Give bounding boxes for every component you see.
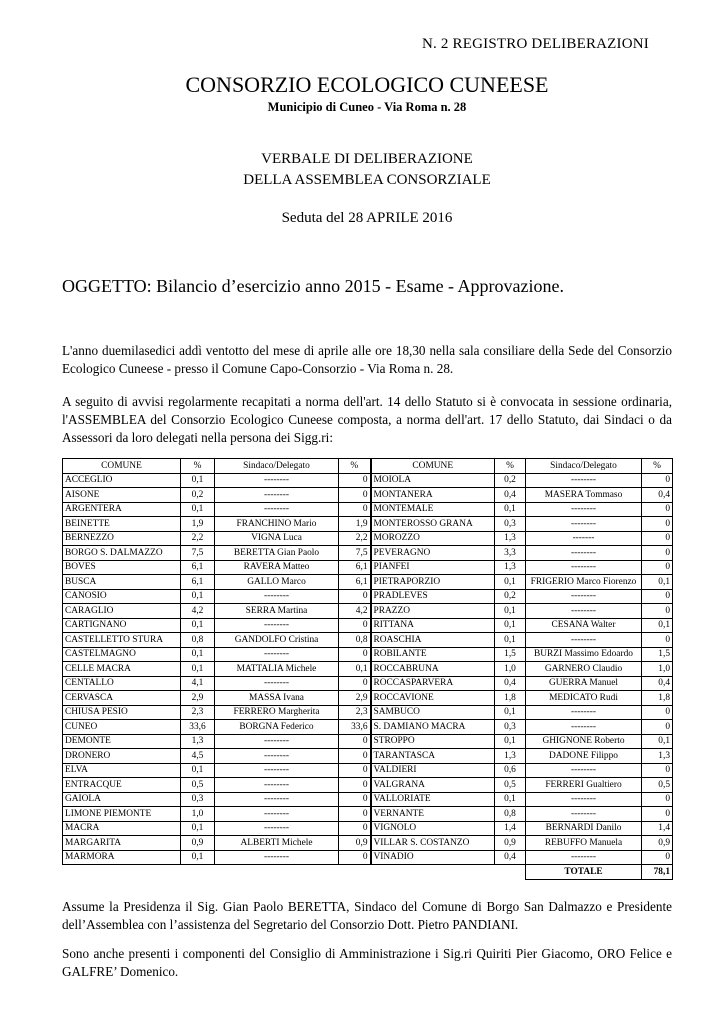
total-row xyxy=(63,865,673,880)
table-row xyxy=(63,546,673,561)
delegate-cell: -------- xyxy=(526,517,642,532)
delegate-quota-cell: 0 xyxy=(642,517,673,532)
delegate-quota-cell: 0 xyxy=(339,502,371,517)
comune-cell: ROCCABRUNA xyxy=(371,662,495,677)
comune-cell: MONTEROSSO GRANA xyxy=(371,517,495,532)
header-pct-left: % xyxy=(181,459,215,474)
delegate-cell: BERNARDI Danilo xyxy=(526,821,642,836)
header-delegate-pct-left: % xyxy=(339,459,371,474)
header-comune-left: COMUNE xyxy=(63,459,181,474)
comune-cell: ROCCAVIONE xyxy=(371,691,495,706)
delegate-cell: -------- xyxy=(215,821,339,836)
delegate-cell: SERRA Martina xyxy=(215,604,339,619)
total-label: TOTALE xyxy=(526,865,642,880)
delegate-quota-cell: 0 xyxy=(339,676,371,691)
comune-cell: TARANTASCA xyxy=(371,749,495,764)
quota-cell: 0,1 xyxy=(495,633,526,648)
delegate-cell: ------- xyxy=(526,531,642,546)
delegate-cell: MEDICATO Rudi xyxy=(526,691,642,706)
delegate-cell: -------- xyxy=(526,807,642,822)
delegate-quota-cell: 0 xyxy=(339,618,371,633)
subject-line: OGGETTO: Bilancio d’esercizio anno 2015 - Esame - Approvazione. xyxy=(62,276,565,296)
table-row xyxy=(63,850,673,865)
delegate-quota-cell: 0,1 xyxy=(642,618,673,633)
delegate-quota-cell: 0,5 xyxy=(642,778,673,793)
quota-cell: 0,1 xyxy=(495,575,526,590)
delegate-quota-cell: 0 xyxy=(339,749,371,764)
delegate-cell: -------- xyxy=(526,560,642,575)
delegate-cell: FERRERO Margherita xyxy=(215,705,339,720)
quota-cell: 0,1 xyxy=(181,502,215,517)
table-row xyxy=(63,720,673,735)
quota-cell: 6,1 xyxy=(181,560,215,575)
delegate-quota-cell: 33,6 xyxy=(339,720,371,735)
comune-cell: CARAGLIO xyxy=(63,604,181,619)
delegate-cell: GUERRA Manuel xyxy=(526,676,642,691)
table-row xyxy=(63,488,673,503)
delegate-quota-cell: 0 xyxy=(642,807,673,822)
comune-cell: PRADLEVES xyxy=(371,589,495,604)
delegate-quota-cell: 0 xyxy=(642,604,673,619)
quota-cell: 2,2 xyxy=(181,531,215,546)
registry-number: N. 2 REGISTRO DELIBERAZIONI xyxy=(421,36,649,52)
table-row xyxy=(63,604,673,619)
table-row xyxy=(63,473,673,488)
delegate-quota-cell: 0,1 xyxy=(642,734,673,749)
delegate-quota-cell: 0 xyxy=(642,473,673,488)
table-row xyxy=(63,763,673,778)
table-header-row xyxy=(63,459,673,474)
delegate-cell: GARNERO Claudio xyxy=(526,662,642,677)
quota-cell: 0,8 xyxy=(495,807,526,822)
comune-cell: CARTIGNANO xyxy=(63,618,181,633)
quota-cell: 0,3 xyxy=(495,517,526,532)
comune-cell: STROPPO xyxy=(371,734,495,749)
delegate-cell: -------- xyxy=(526,589,642,604)
delegate-quota-cell: 0 xyxy=(339,473,371,488)
comune-cell: RITTANA xyxy=(371,618,495,633)
delegate-quota-cell: 1,0 xyxy=(642,662,673,677)
quota-cell: 6,1 xyxy=(181,575,215,590)
delegate-cell: -------- xyxy=(526,850,642,865)
quota-cell: 0,1 xyxy=(181,589,215,604)
delegate-cell: -------- xyxy=(526,604,642,619)
delegate-cell: MASSA Ivana xyxy=(215,691,339,706)
comune-cell: VALDIERI xyxy=(371,763,495,778)
quota-cell: 1,5 xyxy=(495,647,526,662)
delegate-quota-cell: 0 xyxy=(339,589,371,604)
delegate-cell: VIGNA Luca xyxy=(215,531,339,546)
comune-cell: MOIOLA xyxy=(371,473,495,488)
quota-cell: 0,1 xyxy=(181,763,215,778)
comune-cell: AISONE xyxy=(63,488,181,503)
quota-cell: 0,2 xyxy=(495,473,526,488)
delegate-cell: -------- xyxy=(526,792,642,807)
delegate-cell: RAVERA Matteo xyxy=(215,560,339,575)
delegate-cell: -------- xyxy=(215,807,339,822)
delegate-cell: GHIGNONE Roberto xyxy=(526,734,642,749)
total-value: 78,1 xyxy=(642,865,673,880)
table-row xyxy=(63,633,673,648)
comune-cell: CANOSIO xyxy=(63,589,181,604)
table-row xyxy=(63,792,673,807)
quota-cell: 0,1 xyxy=(181,473,215,488)
delegate-quota-cell: 1,3 xyxy=(642,749,673,764)
table-row xyxy=(63,778,673,793)
quota-cell: 0,1 xyxy=(181,662,215,677)
table-row xyxy=(63,575,673,590)
table-row xyxy=(63,734,673,749)
quota-cell: 0,3 xyxy=(181,792,215,807)
comune-cell: MARMORA xyxy=(63,850,181,865)
table-row xyxy=(63,836,673,851)
quota-cell: 1,8 xyxy=(495,691,526,706)
delegate-quota-cell: 0 xyxy=(642,792,673,807)
quota-cell: 0,1 xyxy=(181,821,215,836)
minutes-title-line2: DELLA ASSEMBLEA CONSORZIALE xyxy=(243,172,491,188)
table-row xyxy=(63,691,673,706)
table-row xyxy=(63,502,673,517)
delegate-cell: -------- xyxy=(215,473,339,488)
comune-cell: LIMONE PIEMONTE xyxy=(63,807,181,822)
delegate-cell: GANDOLFO Cristina xyxy=(215,633,339,648)
quota-cell: 0,1 xyxy=(495,705,526,720)
quota-cell: 3,3 xyxy=(495,546,526,561)
header-delegate-left: Sindaco/Delegato xyxy=(215,459,339,474)
delegate-quota-cell: 0 xyxy=(642,502,673,517)
delegate-cell: -------- xyxy=(215,589,339,604)
quota-cell: 0,3 xyxy=(495,720,526,735)
delegate-cell: REBUFFO Manuela xyxy=(526,836,642,851)
table-row xyxy=(63,560,673,575)
comune-cell: MONTEMALE xyxy=(371,502,495,517)
comune-cell: CASTELLETTO STURA xyxy=(63,633,181,648)
opening-paragraph: L'anno duemilasedici addì ventotto del mese di aprile alle ore 18,30 nella sala consiliare della Sede del Consorzio Ecologico Cuneese - presso il Comune Capo-Consorzio - Via Roma n. 28. xyxy=(62,343,672,376)
delegate-cell: FRIGERIO Marco Fiorenzo xyxy=(526,575,642,590)
delegate-quota-cell: 1,5 xyxy=(642,647,673,662)
table-row xyxy=(63,749,673,764)
quota-cell: 0,8 xyxy=(181,633,215,648)
quota-cell: 2,3 xyxy=(181,705,215,720)
convocation-paragraph: A seguito di avvisi regolarmente recapitati a norma dell'art. 14 dello Statuto si è convocata in sessione ordinaria, l'ASSEMBLEA del Consorzio Ecologico Cuneese composta, a norma dell'art. 17 dello Statuto, dai Sindaci o da Assessori da loro delegati nella persona dei Sigg.ri: xyxy=(62,394,672,445)
quota-cell: 0,6 xyxy=(495,763,526,778)
delegate-quota-cell: 0 xyxy=(339,792,371,807)
delegate-cell: BERETTA Gian Paolo xyxy=(215,546,339,561)
header-delegate-pct-right: % xyxy=(642,459,673,474)
comune-cell: DRONERO xyxy=(63,749,181,764)
comune-cell: CHIUSA PESIO xyxy=(63,705,181,720)
comune-cell: MOROZZO xyxy=(371,531,495,546)
quota-cell: 1,9 xyxy=(181,517,215,532)
delegate-quota-cell: 0,1 xyxy=(339,662,371,677)
comune-cell: BEINETTE xyxy=(63,517,181,532)
delegate-cell: GALLO Marco xyxy=(215,575,339,590)
delegate-cell: -------- xyxy=(215,763,339,778)
comune-cell: VINADIO xyxy=(371,850,495,865)
comune-cell: PIANFEI xyxy=(371,560,495,575)
delegate-cell: FRANCHINO Mario xyxy=(215,517,339,532)
delegate-quota-cell: 0,1 xyxy=(642,575,673,590)
comune-cell: ROASCHIA xyxy=(371,633,495,648)
comune-cell: CENTALLO xyxy=(63,676,181,691)
quota-cell: 0,1 xyxy=(495,792,526,807)
quota-cell: 0,4 xyxy=(495,488,526,503)
delegate-cell: -------- xyxy=(215,618,339,633)
delegate-quota-cell: 0 xyxy=(642,633,673,648)
header-comune-right: COMUNE xyxy=(371,459,495,474)
delegate-quota-cell: 0 xyxy=(642,560,673,575)
delegate-cell: ALBERTI Michele xyxy=(215,836,339,851)
delegate-cell: BURZI Massimo Edoardo xyxy=(526,647,642,662)
delegate-quota-cell: 0 xyxy=(642,850,673,865)
quota-cell: 0,1 xyxy=(495,734,526,749)
header-delegate-right: Sindaco/Delegato xyxy=(526,459,642,474)
delegate-quota-cell: 2,3 xyxy=(339,705,371,720)
delegate-cell: -------- xyxy=(215,778,339,793)
table-row xyxy=(63,589,673,604)
quota-cell: 0,1 xyxy=(181,618,215,633)
comune-cell: CELLE MACRA xyxy=(63,662,181,677)
quota-cell: 0,2 xyxy=(495,589,526,604)
delegate-quota-cell: 0 xyxy=(642,705,673,720)
quota-cell: 0,1 xyxy=(495,618,526,633)
quota-cell: 0,1 xyxy=(181,647,215,662)
delegate-quota-cell: 1,8 xyxy=(642,691,673,706)
delegate-quota-cell: 0 xyxy=(339,778,371,793)
quota-cell: 2,9 xyxy=(181,691,215,706)
delegate-quota-cell: 0,4 xyxy=(642,676,673,691)
delegate-quota-cell: 0 xyxy=(642,763,673,778)
comune-cell: S. DAMIANO MACRA xyxy=(371,720,495,735)
comune-cell: BOVES xyxy=(63,560,181,575)
delegate-cell: -------- xyxy=(215,647,339,662)
delegate-quota-cell: 0 xyxy=(642,531,673,546)
table-row xyxy=(63,821,673,836)
comune-cell: BORGO S. DALMAZZO xyxy=(63,546,181,561)
delegate-cell: -------- xyxy=(526,502,642,517)
delegate-quota-cell: 1,4 xyxy=(642,821,673,836)
comune-cell: PRAZZO xyxy=(371,604,495,619)
quota-cell: 0,4 xyxy=(495,850,526,865)
delegate-cell: -------- xyxy=(215,488,339,503)
comune-cell: VALLORIATE xyxy=(371,792,495,807)
delegate-cell: -------- xyxy=(526,720,642,735)
table-row xyxy=(63,662,673,677)
delegate-cell: BORGNA Federico xyxy=(215,720,339,735)
comune-cell: ACCEGLIO xyxy=(63,473,181,488)
quota-cell: 0,4 xyxy=(495,676,526,691)
delegate-cell: MASERA Tommaso xyxy=(526,488,642,503)
delegate-cell: -------- xyxy=(215,792,339,807)
quota-cell: 0,9 xyxy=(495,836,526,851)
delegate-quota-cell: 0 xyxy=(339,734,371,749)
comune-cell: ELVA xyxy=(63,763,181,778)
comune-cell: MONTANERA xyxy=(371,488,495,503)
delegate-quota-cell: 7,5 xyxy=(339,546,371,561)
delegate-quota-cell: 0,9 xyxy=(642,836,673,851)
quota-cell: 0,1 xyxy=(181,850,215,865)
delegate-quota-cell: 0 xyxy=(339,647,371,662)
delegate-cell: -------- xyxy=(215,749,339,764)
comune-cell: GAIOLA xyxy=(63,792,181,807)
comune-cell: VERNANTE xyxy=(371,807,495,822)
quota-cell: 4,1 xyxy=(181,676,215,691)
delegate-cell: -------- xyxy=(526,633,642,648)
session-date: Seduta del 28 APRILE 2016 xyxy=(281,210,453,226)
delegate-cell: -------- xyxy=(215,734,339,749)
table-row xyxy=(63,807,673,822)
quota-cell: 0,2 xyxy=(181,488,215,503)
quota-cell: 0,1 xyxy=(495,604,526,619)
quota-cell: 1,3 xyxy=(495,560,526,575)
comune-cell: VALGRANA xyxy=(371,778,495,793)
quota-cell: 1,4 xyxy=(495,821,526,836)
delegate-quota-cell: 0 xyxy=(339,488,371,503)
delegate-quota-cell: 4,2 xyxy=(339,604,371,619)
delegate-cell: -------- xyxy=(526,473,642,488)
delegate-quota-cell: 0 xyxy=(642,589,673,604)
table-row xyxy=(63,618,673,633)
comune-cell: MARGARITA xyxy=(63,836,181,851)
comune-cell: MACRA xyxy=(63,821,181,836)
comune-cell: PIETRAPORZIO xyxy=(371,575,495,590)
delegate-cell: -------- xyxy=(526,763,642,778)
quota-cell: 4,2 xyxy=(181,604,215,619)
delegate-cell: MATTALIA Michele xyxy=(215,662,339,677)
delegate-quota-cell: 0,8 xyxy=(339,633,371,648)
delegate-quota-cell: 2,2 xyxy=(339,531,371,546)
organization-name: CONSORZIO ECOLOGICO CUNEESE xyxy=(185,72,549,97)
quota-cell: 7,5 xyxy=(181,546,215,561)
comune-cell: VILLAR S. COSTANZO xyxy=(371,836,495,851)
delegate-quota-cell: 0 xyxy=(339,850,371,865)
comune-cell: VIGNOLO xyxy=(371,821,495,836)
delegate-cell: -------- xyxy=(215,502,339,517)
quota-cell: 0,5 xyxy=(181,778,215,793)
delegate-quota-cell: 0,4 xyxy=(642,488,673,503)
comune-cell: CASTELMAGNO xyxy=(63,647,181,662)
delegate-cell: -------- xyxy=(215,676,339,691)
present-members-paragraph: Sono anche presenti i componenti del Consiglio di Amministrazione i Sig.ri Quiriti Pier Giacomo, ORO Felice e GALFRE’ Domenico. xyxy=(62,946,672,979)
delegate-quota-cell: 0 xyxy=(339,807,371,822)
comune-cell: ROCCASPARVERA xyxy=(371,676,495,691)
comune-cell: CUNEO xyxy=(63,720,181,735)
table-row xyxy=(63,647,673,662)
quota-cell: 1,0 xyxy=(181,807,215,822)
comune-cell: ENTRACQUE xyxy=(63,778,181,793)
comune-cell: BERNEZZO xyxy=(63,531,181,546)
quota-cell: 1,3 xyxy=(495,749,526,764)
comune-cell: ROBILANTE xyxy=(371,647,495,662)
comune-cell: CERVASCA xyxy=(63,691,181,706)
table-row xyxy=(63,705,673,720)
delegate-quota-cell: 6,1 xyxy=(339,560,371,575)
delegate-quota-cell: 0,9 xyxy=(339,836,371,851)
attendance-table xyxy=(62,458,673,880)
quota-cell: 1,3 xyxy=(495,531,526,546)
table-row xyxy=(63,676,673,691)
comune-cell: BUSCA xyxy=(63,575,181,590)
presidency-paragraph: Assume la Presidenza il Sig. Gian Paolo BERETTA, Sindaco del Comune di Borgo San Dalmazzo e Presidente dell’Assemblea con l’assistenza del Segretario del Consorzio Dott. Pietro PANDIANI. xyxy=(62,899,672,932)
delegate-quota-cell: 6,1 xyxy=(339,575,371,590)
quota-cell: 33,6 xyxy=(181,720,215,735)
delegate-cell: FERRERI Gualtiero xyxy=(526,778,642,793)
table-row xyxy=(63,517,673,532)
delegate-cell: -------- xyxy=(526,705,642,720)
quota-cell: 1,0 xyxy=(495,662,526,677)
delegate-cell: DADONE Filippo xyxy=(526,749,642,764)
comune-cell: ARGENTERA xyxy=(63,502,181,517)
delegate-cell: -------- xyxy=(215,850,339,865)
quota-cell: 0,5 xyxy=(495,778,526,793)
delegate-quota-cell: 0 xyxy=(642,720,673,735)
comune-cell: SAMBUCO xyxy=(371,705,495,720)
header-pct-right: % xyxy=(495,459,526,474)
minutes-title-line1: VERBALE DI DELIBERAZIONE xyxy=(261,151,473,167)
comune-cell: DEMONTE xyxy=(63,734,181,749)
delegate-quota-cell: 2,9 xyxy=(339,691,371,706)
quota-cell: 4,5 xyxy=(181,749,215,764)
delegate-quota-cell: 1,9 xyxy=(339,517,371,532)
quota-cell: 0,9 xyxy=(181,836,215,851)
quota-cell: 1,3 xyxy=(181,734,215,749)
delegate-quota-cell: 0 xyxy=(339,821,371,836)
quota-cell: 0,1 xyxy=(495,502,526,517)
delegate-quota-cell: 0 xyxy=(339,763,371,778)
delegate-quota-cell: 0 xyxy=(642,546,673,561)
delegate-cell: -------- xyxy=(526,546,642,561)
table-row xyxy=(63,531,673,546)
organization-address: Municipio di Cuneo - Via Roma n. 28 xyxy=(267,100,467,114)
delegate-cell: CESANA Walter xyxy=(526,618,642,633)
comune-cell: PEVERAGNO xyxy=(371,546,495,561)
